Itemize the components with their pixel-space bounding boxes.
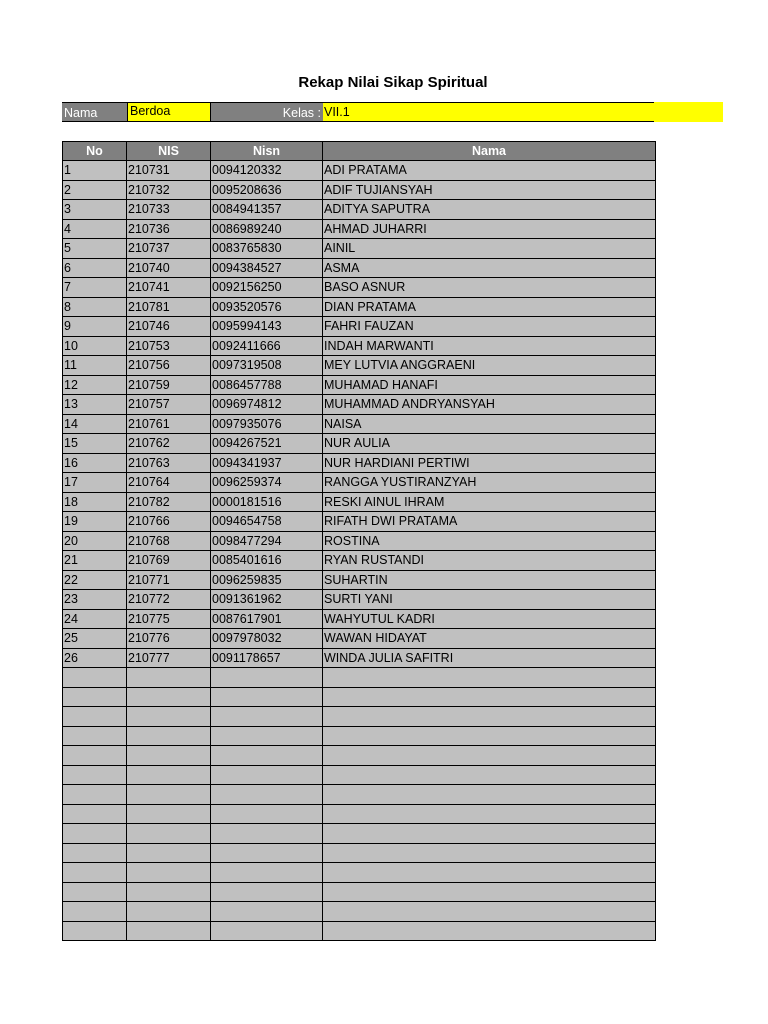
cell-no[interactable]: 26	[63, 648, 127, 668]
nama-label: Nama	[62, 102, 127, 122]
cell-nama[interactable]: FAHRI FAUZAN	[323, 317, 656, 337]
column-header-nisn[interactable]: Nisn	[211, 142, 323, 161]
cell-no[interactable]	[63, 687, 127, 707]
cell-no[interactable]: 5	[63, 239, 127, 259]
cell-nis[interactable]: 210753	[127, 336, 211, 356]
cell-no[interactable]: 22	[63, 570, 127, 590]
table-row	[63, 278, 656, 298]
cell-nama[interactable]: ROSTINA	[323, 531, 656, 551]
cell-nisn[interactable]: 0096259835	[211, 570, 323, 590]
table-row	[63, 180, 656, 200]
cell-nis[interactable]: 210736	[127, 219, 211, 239]
cell-no[interactable]: 14	[63, 414, 127, 434]
table-row	[63, 921, 656, 941]
cell-nis[interactable]: 210740	[127, 258, 211, 278]
cell-no[interactable]: 18	[63, 492, 127, 512]
cell-nama[interactable]	[323, 843, 656, 863]
cell-nama[interactable]: WAWAN HIDAYAT	[323, 629, 656, 649]
cell-no[interactable]: 11	[63, 356, 127, 376]
cell-nis[interactable]: 210766	[127, 512, 211, 532]
table-row	[63, 453, 656, 473]
cell-nisn[interactable]	[211, 707, 323, 727]
cell-nis[interactable]: 210762	[127, 434, 211, 454]
cell-no[interactable]: 12	[63, 375, 127, 395]
cell-no[interactable]	[63, 765, 127, 785]
cell-nama[interactable]	[323, 765, 656, 785]
cell-nama[interactable]: WINDA JULIA SAFITRI	[323, 648, 656, 668]
cell-nisn[interactable]	[211, 863, 323, 883]
cell-nisn[interactable]: 0094267521	[211, 434, 323, 454]
cell-no[interactable]: 16	[63, 453, 127, 473]
table-row	[63, 297, 656, 317]
cell-nama[interactable]	[323, 902, 656, 922]
cell-nisn[interactable]	[211, 785, 323, 805]
cell-nis[interactable]	[127, 843, 211, 863]
cell-nama[interactable]	[323, 882, 656, 902]
cell-nis[interactable]	[127, 804, 211, 824]
cell-nama[interactable]: RIFATH DWI PRATAMA	[323, 512, 656, 532]
table-row	[63, 824, 656, 844]
cell-nis[interactable]: 210769	[127, 551, 211, 571]
cell-no[interactable]	[63, 863, 127, 883]
cell-nama[interactable]: BASO ASNUR	[323, 278, 656, 298]
cell-nisn[interactable]: 0097935076	[211, 414, 323, 434]
cell-nisn[interactable]	[211, 921, 323, 941]
cell-nisn[interactable]	[211, 746, 323, 766]
cell-nama[interactable]: WAHYUTUL KADRI	[323, 609, 656, 629]
cell-nisn[interactable]: 0096259374	[211, 473, 323, 493]
cell-nisn[interactable]	[211, 843, 323, 863]
table-row	[63, 902, 656, 922]
cell-nis[interactable]: 210763	[127, 453, 211, 473]
cell-nis[interactable]: 210737	[127, 239, 211, 259]
cell-nama[interactable]: INDAH MARWANTI	[323, 336, 656, 356]
cell-nisn[interactable]	[211, 668, 323, 688]
table-header-row	[63, 142, 656, 161]
cell-nisn[interactable]: 0091178657	[211, 648, 323, 668]
cell-no[interactable]: 1	[63, 161, 127, 181]
cell-nis[interactable]: 210761	[127, 414, 211, 434]
cell-no[interactable]: 10	[63, 336, 127, 356]
cell-nis[interactable]: 210741	[127, 278, 211, 298]
cell-nama[interactable]: NUR HARDIANI PERTIWI	[323, 453, 656, 473]
cell-no[interactable]: 9	[63, 317, 127, 337]
nama-value-cell[interactable]: Berdoa	[127, 102, 211, 122]
cell-nis[interactable]: 210733	[127, 200, 211, 220]
table-row	[63, 707, 656, 727]
table-row	[63, 161, 656, 181]
cell-nama[interactable]: MEY LUTVIA ANGGRAENI	[323, 356, 656, 376]
cell-no[interactable]: 25	[63, 629, 127, 649]
cell-nisn[interactable]: 0097978032	[211, 629, 323, 649]
cell-nisn[interactable]: 0095208636	[211, 180, 323, 200]
cell-no[interactable]	[63, 785, 127, 805]
cell-nis[interactable]: 210781	[127, 297, 211, 317]
cell-no[interactable]: 21	[63, 551, 127, 571]
column-header-nis[interactable]: NIS	[127, 142, 211, 161]
cell-nama[interactable]	[323, 707, 656, 727]
cell-nis[interactable]: 210746	[127, 317, 211, 337]
cell-no[interactable]	[63, 746, 127, 766]
table-row	[63, 492, 656, 512]
cell-nisn[interactable]	[211, 765, 323, 785]
cell-nisn[interactable]	[211, 902, 323, 922]
cell-nisn[interactable]	[211, 726, 323, 746]
cell-nama[interactable]	[323, 921, 656, 941]
cell-nis[interactable]: 210776	[127, 629, 211, 649]
cell-nama[interactable]: ADITYA SAPUTRA	[323, 200, 656, 220]
cell-nis[interactable]: 210772	[127, 590, 211, 610]
cell-nama[interactable]	[323, 804, 656, 824]
cell-nis[interactable]: 210764	[127, 473, 211, 493]
cell-no[interactable]: 4	[63, 219, 127, 239]
cell-nama[interactable]: RANGGA YUSTIRANZYAH	[323, 473, 656, 493]
cell-nis[interactable]: 210775	[127, 609, 211, 629]
cell-no[interactable]: 15	[63, 434, 127, 454]
cell-nisn[interactable]	[211, 882, 323, 902]
table-row	[63, 765, 656, 785]
cell-nis[interactable]	[127, 668, 211, 688]
cell-nama[interactable]	[323, 746, 656, 766]
column-header-no[interactable]: No	[63, 142, 127, 161]
cell-nis[interactable]: 210771	[127, 570, 211, 590]
cell-nis[interactable]: 210759	[127, 375, 211, 395]
cell-no[interactable]: 20	[63, 531, 127, 551]
cell-nama[interactable]: ASMA	[323, 258, 656, 278]
table-row	[63, 200, 656, 220]
cell-nama[interactable]: AHMAD JUHARRI	[323, 219, 656, 239]
cell-no[interactable]: 7	[63, 278, 127, 298]
cell-nis[interactable]	[127, 785, 211, 805]
cell-nisn[interactable]: 0000181516	[211, 492, 323, 512]
table-row	[63, 239, 656, 259]
cell-nama[interactable]	[323, 824, 656, 844]
cell-nama[interactable]: MUHAMMAD ANDRYANSYAH	[323, 395, 656, 415]
cell-nis[interactable]: 210782	[127, 492, 211, 512]
table-row	[63, 629, 656, 649]
column-header-nama[interactable]: Nama	[323, 142, 656, 161]
cell-nama[interactable]	[323, 785, 656, 805]
student-table	[62, 141, 656, 941]
cell-no[interactable]: 6	[63, 258, 127, 278]
cell-nis[interactable]: 210757	[127, 395, 211, 415]
cell-nama[interactable]: AINIL	[323, 239, 656, 259]
cell-nama[interactable]: ADIF TUJIANSYAH	[323, 180, 656, 200]
cell-nisn[interactable]: 0087617901	[211, 609, 323, 629]
cell-nama[interactable]: RESKI AINUL IHRAM	[323, 492, 656, 512]
cell-nis[interactable]	[127, 921, 211, 941]
table-row	[63, 668, 656, 688]
cell-nama[interactable]: SURTI YANI	[323, 590, 656, 610]
table-row	[63, 375, 656, 395]
cell-nama[interactable]	[323, 726, 656, 746]
cell-nis[interactable]: 210756	[127, 356, 211, 376]
table-row	[63, 804, 656, 824]
kelas-highlight-extension	[654, 102, 723, 122]
table-row	[63, 882, 656, 902]
table-row	[63, 726, 656, 746]
cell-nisn[interactable]: 0094654758	[211, 512, 323, 532]
page-title: Rekap Nilai Sikap Spiritual	[298, 74, 488, 91]
cell-nama[interactable]: MUHAMAD HANAFI	[323, 375, 656, 395]
cell-nis[interactable]	[127, 707, 211, 727]
cell-nisn[interactable]: 0097319508	[211, 356, 323, 376]
cell-nisn[interactable]: 0094384527	[211, 258, 323, 278]
cell-no[interactable]	[63, 843, 127, 863]
cell-nisn[interactable]	[211, 824, 323, 844]
cell-no[interactable]	[63, 902, 127, 922]
cell-nis[interactable]	[127, 863, 211, 883]
cell-no[interactable]: 24	[63, 609, 127, 629]
cell-nama[interactable]	[323, 668, 656, 688]
table-row	[63, 590, 656, 610]
cell-nis[interactable]	[127, 902, 211, 922]
cell-nis[interactable]	[127, 746, 211, 766]
table-row	[63, 317, 656, 337]
cell-nis[interactable]: 210777	[127, 648, 211, 668]
cell-nisn[interactable]: 0091361962	[211, 590, 323, 610]
cell-nama[interactable]	[323, 687, 656, 707]
table-row	[63, 531, 656, 551]
cell-no[interactable]: 8	[63, 297, 127, 317]
cell-nisn[interactable]: 0094341937	[211, 453, 323, 473]
cell-no[interactable]: 19	[63, 512, 127, 532]
cell-nama[interactable]: RYAN RUSTANDI	[323, 551, 656, 571]
cell-nis[interactable]	[127, 687, 211, 707]
cell-nama[interactable]: SUHARTIN	[323, 570, 656, 590]
cell-no[interactable]	[63, 707, 127, 727]
cell-no[interactable]: 17	[63, 473, 127, 493]
cell-nisn[interactable]	[211, 804, 323, 824]
cell-no[interactable]: 13	[63, 395, 127, 415]
table-row	[63, 395, 656, 415]
table-body	[63, 161, 656, 941]
table-row	[63, 785, 656, 805]
cell-nisn[interactable]: 0094120332	[211, 161, 323, 181]
kelas-label: Kelas :	[211, 102, 323, 122]
kelas-value-cell[interactable]: VII.1	[323, 102, 654, 122]
table-row	[63, 336, 656, 356]
cell-nisn[interactable]: 0083765830	[211, 239, 323, 259]
cell-nisn[interactable]: 0086989240	[211, 219, 323, 239]
cell-no[interactable]: 23	[63, 590, 127, 610]
cell-nis[interactable]	[127, 765, 211, 785]
table-row	[63, 512, 656, 532]
cell-nisn[interactable]: 0085401616	[211, 551, 323, 571]
table-row	[63, 414, 656, 434]
cell-nisn[interactable]: 0093520576	[211, 297, 323, 317]
cell-no[interactable]	[63, 726, 127, 746]
cell-nis[interactable]: 210732	[127, 180, 211, 200]
cell-nama[interactable]: DIAN PRATAMA	[323, 297, 656, 317]
cell-no[interactable]	[63, 824, 127, 844]
cell-nis[interactable]: 210768	[127, 531, 211, 551]
table-row	[63, 258, 656, 278]
table-row	[63, 843, 656, 863]
cell-nis[interactable]	[127, 726, 211, 746]
cell-nisn[interactable]: 0095994143	[211, 317, 323, 337]
table-row	[63, 609, 656, 629]
cell-nama[interactable]: NUR AULIA	[323, 434, 656, 454]
cell-no[interactable]: 2	[63, 180, 127, 200]
table-row	[63, 434, 656, 454]
table-row	[63, 863, 656, 883]
cell-no[interactable]	[63, 921, 127, 941]
cell-nisn[interactable]	[211, 687, 323, 707]
cell-nama[interactable]	[323, 863, 656, 883]
cell-nisn[interactable]: 0098477294	[211, 531, 323, 551]
table-row	[63, 473, 656, 493]
cell-nama[interactable]: NAISA	[323, 414, 656, 434]
cell-nisn[interactable]: 0086457788	[211, 375, 323, 395]
cell-no[interactable]	[63, 882, 127, 902]
cell-nis[interactable]: 210731	[127, 161, 211, 181]
cell-no[interactable]	[63, 668, 127, 688]
cell-nisn[interactable]: 0092156250	[211, 278, 323, 298]
table-row	[63, 551, 656, 571]
table-row	[63, 356, 656, 376]
cell-no[interactable]: 3	[63, 200, 127, 220]
cell-no[interactable]	[63, 804, 127, 824]
table-row	[63, 687, 656, 707]
cell-nisn[interactable]: 0084941357	[211, 200, 323, 220]
table-row	[63, 746, 656, 766]
cell-nis[interactable]	[127, 882, 211, 902]
table-row	[63, 570, 656, 590]
cell-nisn[interactable]: 0096974812	[211, 395, 323, 415]
cell-nama[interactable]: ADI PRATAMA	[323, 161, 656, 181]
table-row	[63, 648, 656, 668]
cell-nisn[interactable]: 0092411666	[211, 336, 323, 356]
table-row	[63, 219, 656, 239]
cell-nis[interactable]	[127, 824, 211, 844]
